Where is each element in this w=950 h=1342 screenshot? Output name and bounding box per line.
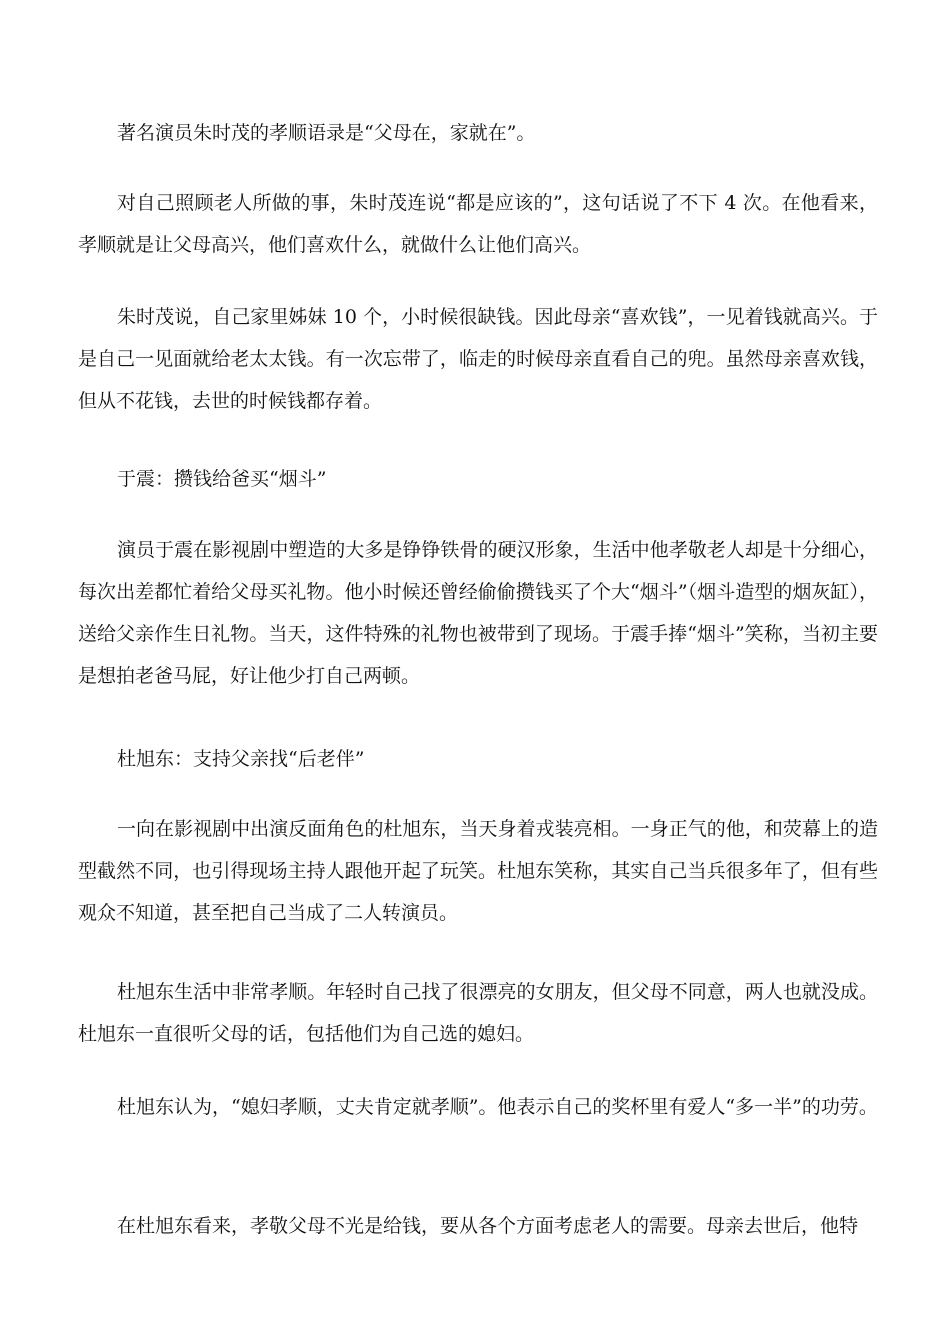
paragraph-du-xudong-obedient: 杜旭东生活中非常孝顺。年轻时自己找了很漂亮的女朋友，但父母不同意，两人也就没成。杜旭东一直很听父母的话，包括他们为自己选的媳妇。 — [78, 981, 878, 1045]
heading-du-xudong: 杜旭东：支持父亲找“后老伴” — [117, 748, 365, 770]
paragraph-du-xudong-mother: 在杜旭东看来，孝敬父母不光是给钱，要从各个方面考虑老人的需要。母亲去世后，他特 — [117, 1215, 859, 1237]
paragraph-quote-zhu: 著名演员朱时茂的孝顺语录是“父母在，家就在”。 — [117, 122, 536, 144]
heading-yu-zhen: 于震：攒钱给爸买“烟斗” — [117, 468, 327, 490]
paragraph-du-xudong-costume: 一向在影视剧中出演反面角色的杜旭东，当天身着戎装亮相。一身正气的他，和荧幕上的造型截然不同，也引得现场主持人跟他开起了玩笑。杜旭东笑称，其实自己当兵很多年了，但有些观众不知道，甚至把自己当成了二人转演员。 — [78, 818, 878, 924]
paragraph-yu-zhen-pipe: 演员于震在影视剧中塑造的大多是铮铮铁骨的硬汉形象，生活中他孝敬老人却是十分细心，每次出差都忙着给父母买礼物。他小时候还曾经偷偷攒钱买了个大“烟斗”（烟斗造型的烟灰缸），送给父亲作生日礼物。当天，这件特殊的礼物也被带到了现场。于震手捧“烟斗”笑称，当初主要是想拍老爸马屁，好让他少打自己两顿。 — [78, 539, 878, 687]
paragraph-zhu-filial-view: 对自己照顾老人所做的事，朱时茂连说“都是应该的”，这句话说了不下 4 次。在他看来，孝顺就是让父母高兴，他们喜欢什么，就做什么让他们高兴。 — [78, 192, 878, 256]
paragraph-zhu-mother-money: 朱时茂说，自己家里姊妹 10 个，小时候很缺钱。因此母亲“喜欢钱”，一见着钱就高兴。于是自己一见面就给老太太钱。有一次忘带了，临走的时候母亲直看自己的兜。虽然母亲喜欢钱，但从不花钱，去世的时候钱都存着。 — [78, 306, 878, 412]
paragraph-du-xudong-wife: 杜旭东认为，“媳妇孝顺，丈夫肯定就孝顺”。他表示自己的奖杯里有爱人“多一半”的功劳。 — [117, 1096, 878, 1118]
